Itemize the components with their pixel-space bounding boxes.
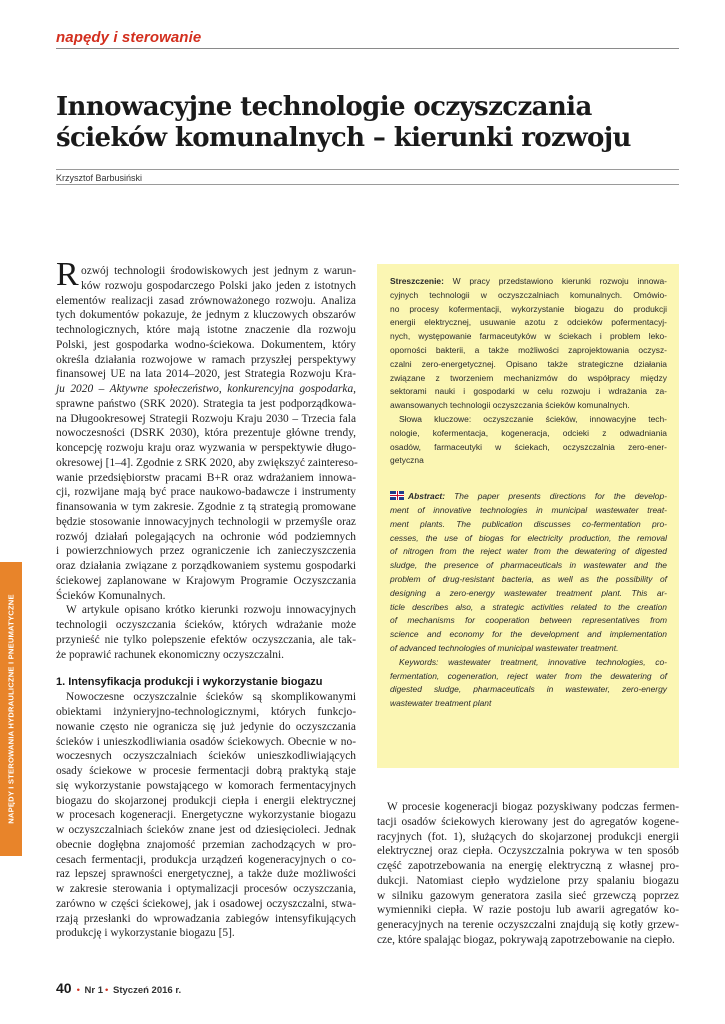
abstract-pl-line: energii elektrycznej, usuwanie azotu z odcieków pofermentacyj- [390,317,667,328]
drop-cap: R [56,256,79,293]
abstract-en-line: ticle describes also, a strategic activities related to the creation [390,601,667,612]
keywords-pl-line: Słowa kluczowe: oczyszczanie ścieków, innowacyjne tech- [399,413,667,424]
abstract-en-line: designing a zero-energy wastewater treatment plant. This ar- [390,587,667,598]
body-line: w zakresie sterowania i optymalizacji procesów oczyszczania, [56,883,356,895]
abstract-pl-line: oporności bakterii, a także możliwości zaprojektowania oczysz- [390,344,667,355]
issue-date: Styczeń 2016 r. [113,985,182,996]
body-line: nowoczesności (DSRK 2030), która prezentuje główne trendy, [56,427,356,440]
abstract-pl-line: związane z tworzeniem mechanizmów do współpracy między [390,372,667,383]
body-line: Ścieków Komunalnych. [56,589,166,602]
body-line: w silniku gazowym generatora zasila sieć grzewczą poprzez [377,889,679,902]
body-line: będzie stosowanie innowacyjnych technologii w przemyśle oraz [56,515,356,528]
abstract-en-line: sludge, the presence of pharmaceuticals in wastewater and the [390,560,667,571]
body-line: Nowoczesne oczyszczalnie ścieków są skomplikowanymi [66,691,356,704]
abstract-pl-line: nych, występowanie farmaceutyków w ściekach i problem leko- [390,331,667,342]
abstract-en-line: ment plants. The publication discusses co-fermentation pro- [390,518,667,529]
body-line: finansowania w tym zakresie. Zgodnie z tą strategią promowane [56,501,356,513]
abstract-pl-line: sektorami nauki i gospodarki w celu rozwoju i wdrażania za- [390,386,667,397]
page-footer [56,980,181,996]
issue-number: Nr 1 [84,985,104,996]
body-line: się wykorzystanie powstającego w komorach fermentacyjnych [56,779,356,792]
body-line: biogazu do skojarzonej produkcji ciepła i energii elektrycznej [56,794,356,807]
abstract-en-line: of mechanisms for cooperation between representatives from [390,615,667,626]
author-rule-bottom [56,184,679,185]
body-line: cji, rozwijane mają być prace naukowo-badawcze i instrumenty [56,486,356,499]
body-line: obiektami inżynieryjno-technologicznymi, których funkcjo- [56,706,356,718]
body-line: okresowej [1–4]. Zgodnie z SRK 2020, aby zwiększyć zaintereso- [56,456,358,469]
body-line: W procesie kogeneracji biogaz pozyskiwany podczas fermen- [387,801,679,813]
side-tab-label: NAPĘDY I STEROWANIA HYDRAULICZNE I PNEUMATYCZNE [6,594,16,824]
abstract-en-line: cesses, the use of biogas for electricity production, the removal [390,532,667,543]
body-line: generacyjnych na terenie oczyszczalni znajdują się kotły grzew- [377,919,679,931]
page-number: 40 [56,980,72,996]
abstract-en-line: science and economy for the development and implementation [390,629,667,640]
abstract-en-line: of advanced technologies of municipal wastewater treatment. [390,642,619,653]
section-heading: 1. Intensyfikacja produkcji i wykorzystanie biogazu [56,676,323,689]
body-line: ozwój technologii środowiskowych jest jednym z warun- [81,265,356,277]
body-line: finansowej UE na lata 2014–2020, jest Strategia Rozwoju Kra- [56,368,356,381]
body-line: i powierzchniowych przez ograniczenie ich zanieczyszczenia [56,545,356,558]
body-line: ściekowej zaplanowane w Krajowym Programie Oczyszczania [56,574,356,587]
keywords-en-line: fermentation, cogeneration, reject water from the dewatering of [390,670,667,681]
body-line: W artykule opisano krótko kierunki rozwoju innowacyjnych [66,604,356,617]
abstract-en-line: ment of innovative technologies in municipal wastewater treat- [390,504,667,515]
body-line: nowanie często nie ogranicza się już jedynie do oczyszczania [56,720,356,733]
body-line: sprawne państwo (SRK 2020). Strategia ta jest podporządkowa- [56,397,356,410]
body-column-right [377,800,679,948]
abstract-en-line: of nitrogen from the reject water from the dewatering of digested [390,546,667,557]
body-line: cze, które spalając biogaz, pokrywają zapotrzebowanie na ciepło. [377,933,675,946]
keywords-pl-line: getyczna [390,455,424,466]
body-line: oraz działania związane z porządkowaniem systemu gospodarki [56,560,356,572]
abstract-pl-line: cyjnych technologii w oczyszczalniach komunalnych. Omówio- [390,289,667,300]
body-line: technologicznych, które mają istotne znaczenie dla rozwoju [56,324,356,336]
body-line: technologii oczyszczania ścieków, których wdrażanie może [56,619,356,631]
body-line: zarówno w części ściekowej, jak i osadowej oczyszczalni, stwa- [56,897,356,910]
body-line: tacji osadów ściekowych kierowany jest do agregatów kogene- [377,815,679,828]
article-title: Innowacyjne technologie oczyszczania ścieków komunalnych – kierunki rozwoju [56,92,631,153]
author-name: Krzysztof Barbusiński [56,173,143,183]
bullet-icon: • [76,985,80,996]
body-line: elementów realizacji zasad zrównoważonego rozwoju. Analiza [56,294,356,307]
abstract-pl-line: Streszczenie: W pracy przedstawiono kierunki rozwoju innowa- [390,276,667,286]
body-line: że poprawić rachunek ekonomiczny oczyszczalni. [56,648,285,661]
author-rule-top [56,169,679,170]
abstract-box [377,264,679,768]
abstract-pl-line: no procesy kofermentacji, wykorzystanie biogazu do produkcji [390,303,667,314]
body-line: cesach fermentacji, produkcja urządzeń kogeneracyjnych o co- [56,853,356,866]
abstract-pl-line: czalni zero-energetycznej. Opisano także strategiczne działania [390,358,667,369]
body-line: w procesach kogeneracji. Energetyczne wykorzystanie biogazu [56,809,356,822]
body-line: na Długookresowej Strategii Rozwoju Kraju 2030 – Trzecia fala [56,412,356,425]
body-line: koncepcję rozwoju kraju oraz wyzwania w perspektywie długo- [56,442,356,454]
body-line: tych dokumentów pokazuje, że jednym z kluczowych obszarów [56,309,356,322]
body-line: raz lepszej sprawności energetycznej, a także duże możliwości [56,868,356,881]
body-line: Polski, jest gospodarka wodno-ściekowa. Dokumentem, który [56,338,356,351]
keywords-pl-line: nologie, kofermentacja, kogeneracja, odcieki z odwadniania [390,427,667,438]
body-line: woczesnych oczyszczalniach ścieków unieszkodliwiających [56,750,356,763]
abstract-pl-label: Streszczenie: [390,276,444,286]
section-label: napędy i sterowanie [56,29,202,46]
abstract-en-line: problem of drug-resistant bacteria, as well as the possibility of [390,573,667,584]
keywords-en-line: Keywords: wastewater treatment, innovative technologies, co- [399,656,667,667]
body-line: obecnie dogłębna znajomość przemian zachodzących w pro- [56,838,356,851]
abstract-en-label: Abstract: [408,491,446,502]
body-line: racyjnych (fot. 1), służących do skojarzonej produkcji energii [377,830,679,843]
body-column-left [56,264,356,941]
abstract-en-line: Abstract: The paper presents directions for the develop- [390,490,667,504]
body-line: określa działania rozwojowe w ramach przyszłej perspektywy [56,353,356,366]
body-line: w oczyszczalniach ścieków znane jest od dziesięcioleci. Jednak [56,824,356,836]
section-header [56,29,679,49]
body-line: rozwój działań polegających na ochronie wód podziemnych [56,530,356,543]
keywords-en-line: wastewater treatment plant [390,698,492,709]
body-line: ju 2020 – Aktywne społeczeństwo, konkurencyjna gospodarka, [56,383,356,395]
keywords-pl-line: osadów, farmaceutyki w ściekach, oczyszczalnia zero-ener- [390,441,667,452]
uk-flag-icon [390,491,404,500]
body-line: dukcji. Natomiast ciepło wydzielone przy spalaniu biogazu [377,874,679,887]
body-line: rzają przesłanki do wprowadzania zabiegów intensyfikujących [56,912,356,925]
body-line: ścieków i unieszkodliwiania osadów ściekowych. Obecnie w no- [56,735,356,748]
body-line: część zapotrzebowania na energię elektryczną z własnej pro- [377,860,679,872]
body-line: wanie przedsiębiorstw pracami B+R oraz wdrażaniem innowa- [56,471,356,484]
keywords-en-line: digested sludge, pharmaceuticals in wastewater, zero-energy [390,684,667,695]
body-line: ków rozwoju gospodarczego Polski jako jeden z istotnych [81,279,356,292]
body-line: produkcję i wykorzystanie biogazu [5]. [56,927,235,940]
body-line: wymienniki ciepła. W razie postoju lub awarii agregatów ko- [377,904,679,917]
body-line: osady ściekowe w procesie fermentacji dobrą praktyką staje [56,765,356,777]
abstract-pl-line: awansowanych technologii oczyszczania ścieków komunalnych. [390,400,630,411]
bullet-icon: • [105,985,109,996]
side-tab [0,562,22,856]
body-line: elektrycznej oraz ciepła. Oczyszczalnia pokrywa w ten sposób [377,845,679,858]
body-line: przynieść nie tylko polepszenie efektów oczyszczania, ale tak- [56,633,356,646]
